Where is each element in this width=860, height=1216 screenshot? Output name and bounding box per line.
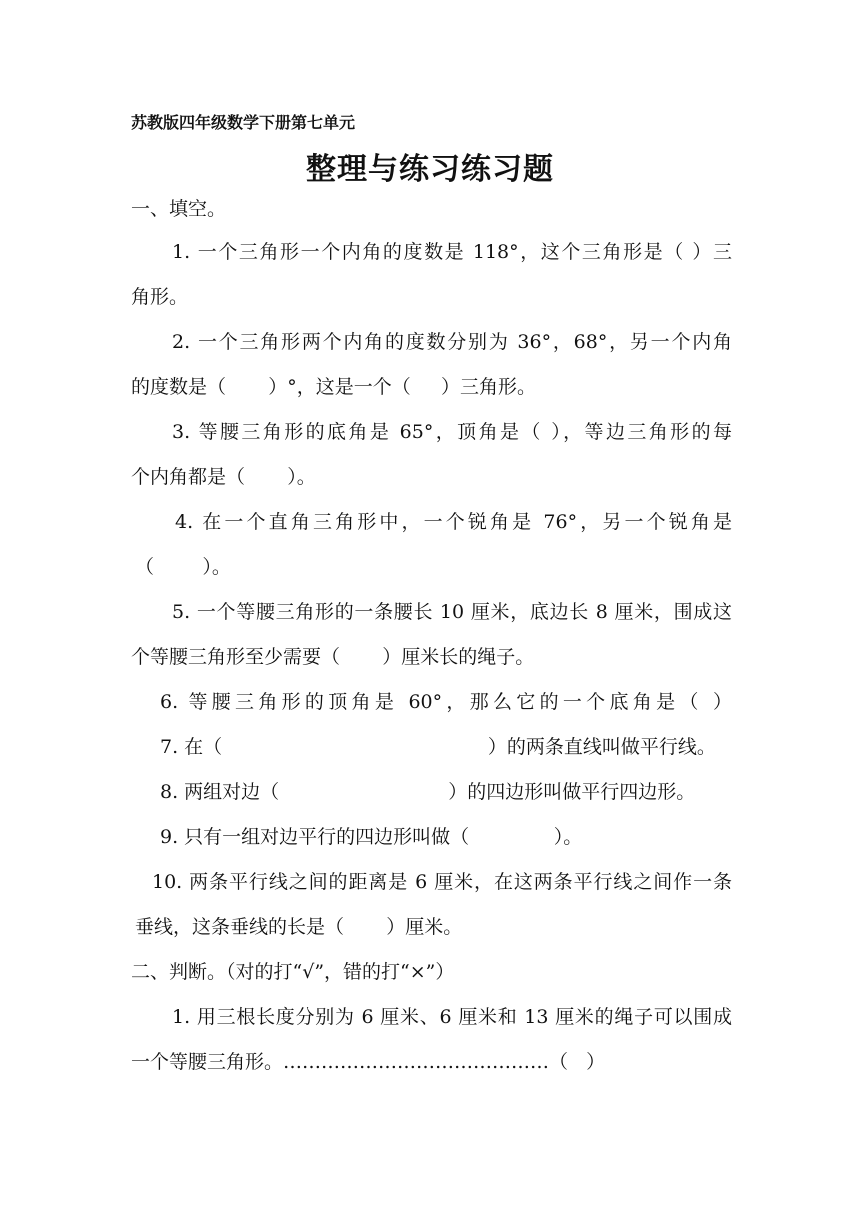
question-10-line-2: 垂线，这条垂线的长是（ ）厘米。 — [135, 916, 463, 938]
section-heading-true-false: 二、判断。（对的打“√”，错的打“×”） — [131, 961, 455, 983]
question-10-line-1: 10. 两条平行线之间的距离是 6 厘米，在这两条平行线之间作一条 — [152, 871, 732, 893]
question-5-line-2: 个等腰三角形至少需要（ ）厘米长的绳子。 — [131, 646, 535, 668]
section-heading-fill-in: 一、填空。 — [131, 198, 227, 220]
judgment-1-line-1: 1. 用三根长度分别为 6 厘米、6 厘米和 13 厘米的绳子可以围成 — [172, 1006, 732, 1028]
question-9: 9. 只有一组对边平行的四边形叫做（ ）。 — [160, 826, 583, 848]
question-2-line-2: 的度数是（ ）°，这是一个（ ）三角形。 — [131, 376, 536, 398]
question-1-line-1: 1. 一个三角形一个内角的度数是 118°，这个三角形是（ ）三 — [172, 241, 732, 263]
question-2-line-1: 2. 一个三角形两个内角的度数分别为 36°，68°，另一个内角 — [172, 331, 732, 353]
question-4-line-1: 4. 在一个直角三角形中，一个锐角是 76°，另一个锐角是 — [175, 511, 732, 533]
question-1-line-2: 角形。 — [131, 286, 189, 308]
question-3-line-2: 个内角都是（ ）。 — [131, 466, 316, 488]
question-4-line-2: （ ）。 — [135, 556, 231, 578]
document-subtitle: 苏教版四年级数学下册第七单元 — [131, 113, 356, 132]
question-8: 8. 两组对边（ ）的四边形叫做平行四边形。 — [160, 781, 696, 803]
document-title: 整理与练习练习题 — [306, 152, 554, 187]
question-6: 6. 等腰三角形的顶角是 60°，那么它的一个底角是（ ） — [160, 691, 732, 713]
question-5-line-1: 5. 一个等腰三角形的一条腰长 10 厘米，底边长 8 厘米，围成这 — [172, 601, 732, 623]
question-7: 7. 在（ ）的两条直线叫做平行线。 — [160, 736, 716, 758]
judgment-1-line-2: 一个等腰三角形。……………………………………（ ） — [131, 1051, 606, 1073]
question-3-line-1: 3. 等腰三角形的底角是 65°，顶角是（ ），等边三角形的每 — [172, 421, 732, 443]
